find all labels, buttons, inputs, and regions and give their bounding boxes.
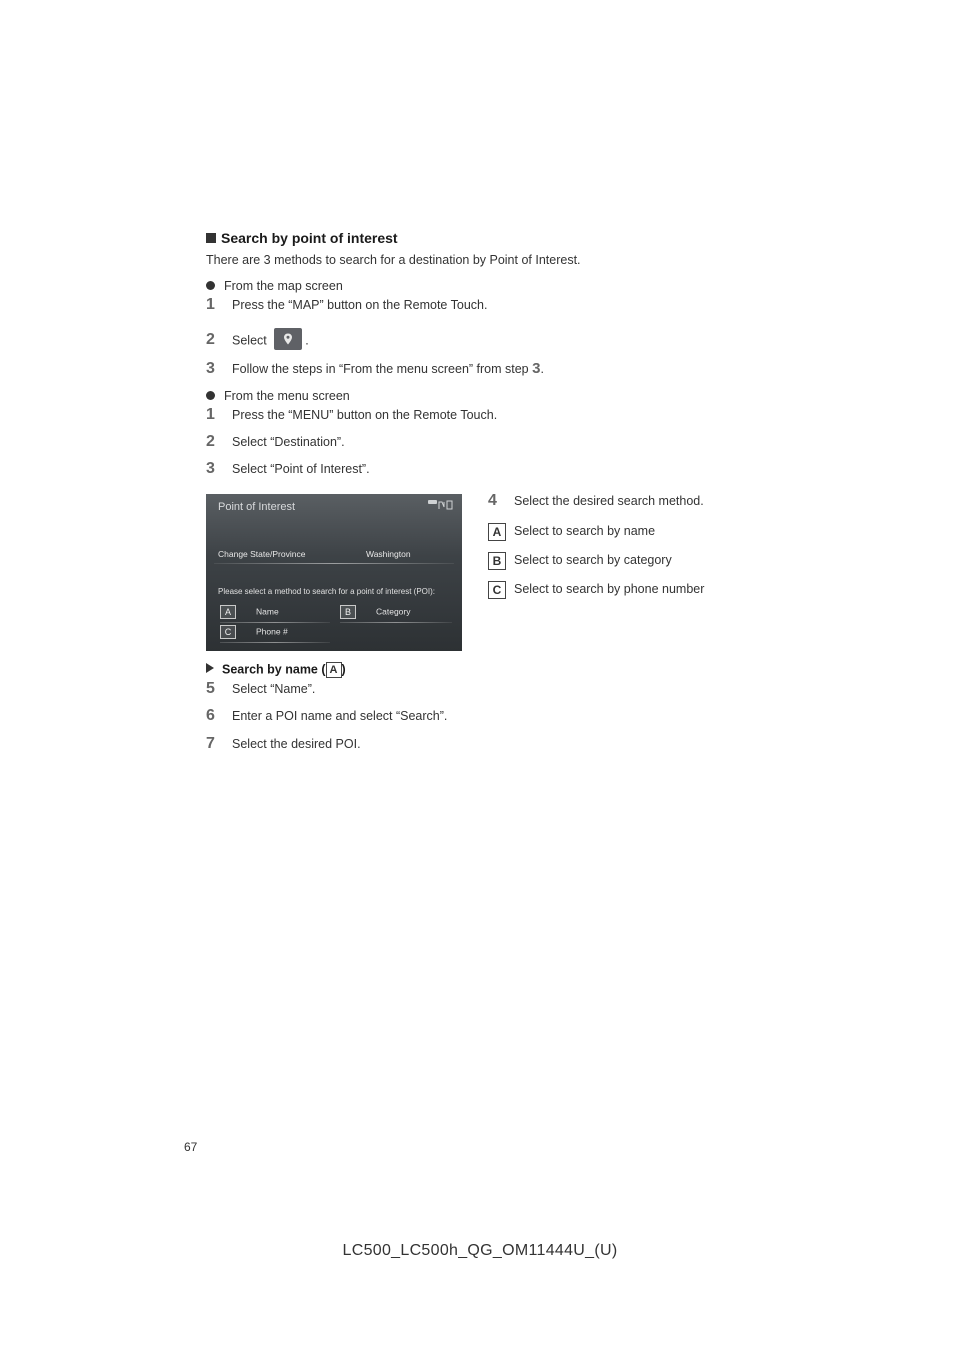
callout-c: C Select to search by phone number — [488, 581, 704, 599]
divider — [214, 563, 454, 564]
triangle-bullet-icon — [206, 663, 214, 673]
name-step-5: 5 Select “Name”. — [206, 680, 316, 697]
callout-b: B Select to search by category — [488, 552, 672, 570]
name-step-7: 7 Select the desired POI. — [206, 735, 361, 752]
map-step-1: 1 Press the “MAP” button on the Remote Touch. — [206, 296, 488, 313]
screen-title: Point of Interest — [218, 501, 296, 513]
menu-screen-label: From the menu screen — [206, 389, 350, 403]
callout-a: A Select to search by name — [488, 523, 655, 541]
name-step-6: 6 Enter a POI name and select “Search”. — [206, 707, 448, 724]
circle-bullet-icon — [206, 281, 215, 290]
divider — [220, 622, 330, 623]
menu-step-1: 1 Press the “MENU” button on the Remote Touch. — [206, 406, 498, 423]
state-value: Washington — [366, 549, 411, 559]
destination-pin-icon — [274, 328, 302, 350]
map-step-2: 2 Select . — [206, 330, 309, 352]
poi-screen-image — [206, 494, 462, 651]
circle-bullet-icon — [206, 391, 215, 400]
section-intro: There are 3 methods to search for a destination by Point of Interest. — [206, 253, 581, 267]
menu-step-2: 2 Select “Destination”. — [206, 433, 345, 450]
screen-option-name[interactable]: A Name — [220, 605, 279, 621]
map-step-3: 3 Follow the steps in “From the menu screen” from step 3. — [206, 360, 544, 377]
divider — [220, 642, 330, 643]
divider — [340, 622, 452, 623]
document-footer: LC500_LC500h_QG_OM11444U_(U) — [342, 1242, 618, 1259]
screen-option-phone[interactable]: C Phone # — [220, 625, 288, 641]
screen-prompt: Please select a method to search for a point of interest (POI): — [218, 587, 435, 596]
screen-option-category[interactable]: B Category — [340, 605, 411, 621]
square-bullet-icon — [206, 233, 216, 243]
status-icons — [428, 498, 454, 510]
search-by-name-heading: Search by name ( A ) — [206, 662, 346, 678]
map-screen-label: From the map screen — [206, 279, 343, 293]
change-state-button[interactable]: Change State/Province — [218, 549, 306, 559]
menu-step-3: 3 Select “Point of Interest”. — [206, 460, 370, 477]
step-4: 4 Select the desired search method. — [488, 492, 704, 509]
page-number: 67 — [184, 1140, 198, 1154]
section-title: Search by point of interest — [206, 230, 398, 246]
